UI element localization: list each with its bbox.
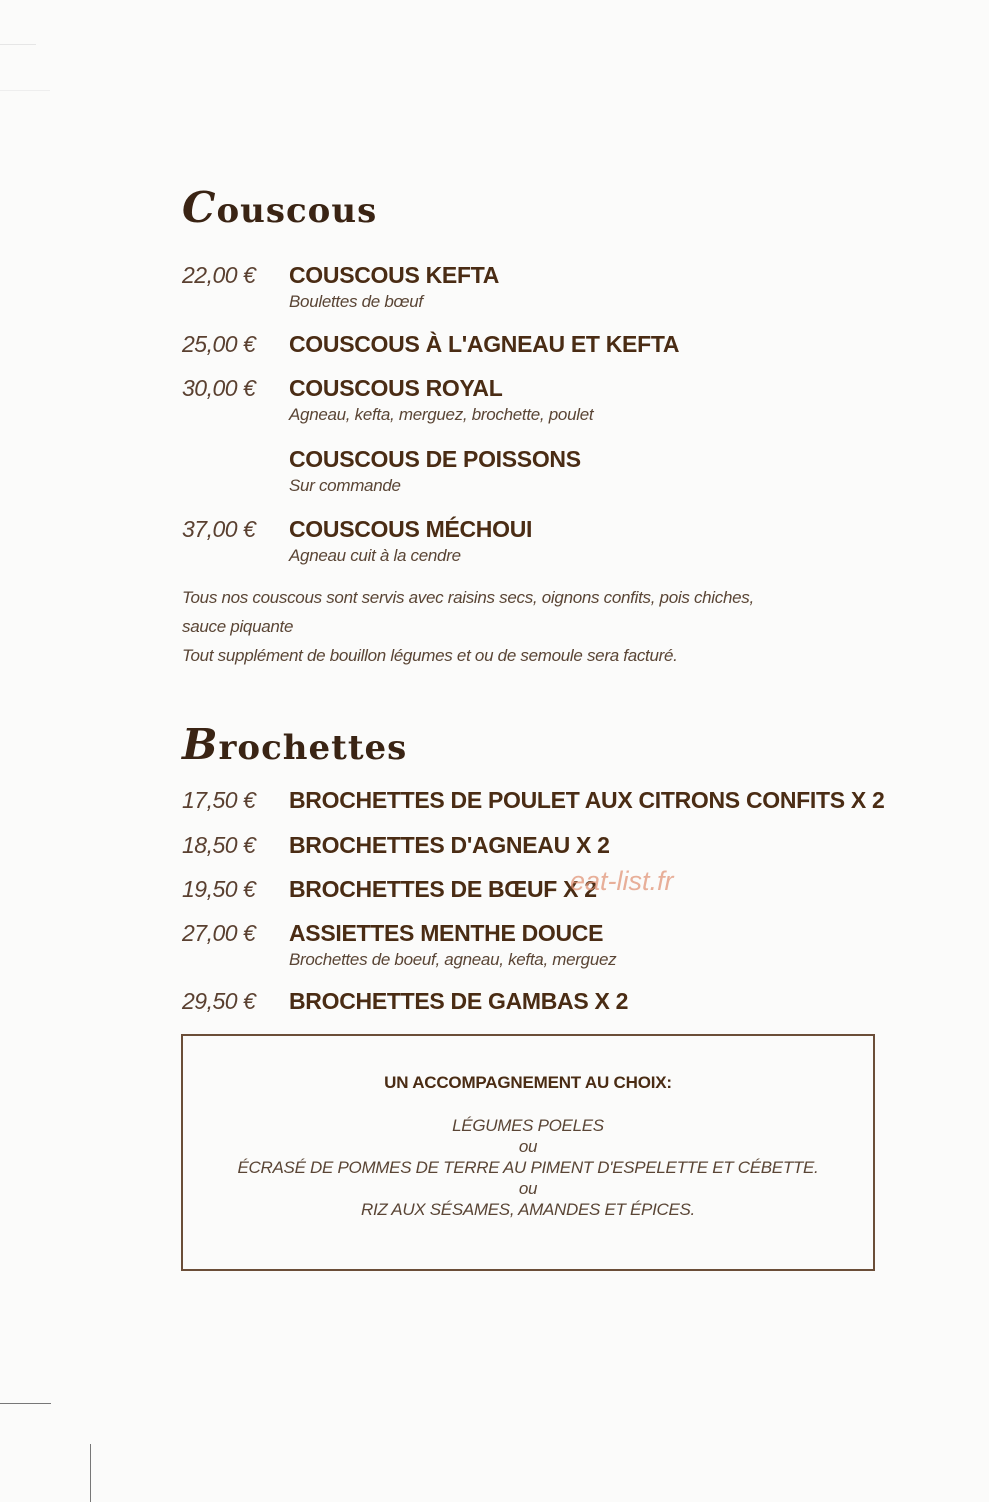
accompaniment-box — [181, 1034, 875, 1271]
item-price: 22,00 € — [182, 262, 256, 288]
item-name: COUSCOUS KEFTA — [289, 262, 500, 288]
section-title-couscous — [182, 183, 377, 232]
item-price: 19,50 € — [182, 876, 256, 902]
item-price: 37,00 € — [182, 516, 256, 542]
accompaniment-options — [183, 1115, 873, 1221]
accompaniment-option: ÉCRASÉ DE POMMES DE TERRE AU PIMENT D'ESPELETTE ET CÉBETTE. — [237, 1158, 819, 1177]
item-description: Agneau cuit à la cendre — [289, 546, 461, 565]
item-name: BROCHETTES DE GAMBAS X 2 — [289, 988, 629, 1014]
accompaniment-option: RIZ AUX SÉSAMES, AMANDES ET ÉPICES. — [361, 1200, 695, 1219]
section-title-brochettes — [182, 720, 407, 769]
item-name: COUSCOUS MÉCHOUI — [289, 516, 533, 542]
item-name: COUSCOUS DE POISSONS — [289, 446, 581, 472]
item-price: 25,00 € — [182, 331, 256, 357]
note-line: sauce piquante — [182, 617, 294, 636]
crop-mark — [0, 90, 50, 91]
item-price: 29,50 € — [182, 988, 256, 1014]
watermark: eat-list.fr — [570, 866, 674, 896]
item-price: 27,00 € — [182, 920, 256, 946]
accompaniment-or: ou — [518, 1179, 538, 1198]
title-rest: rochettes — [218, 728, 408, 768]
item-price: 30,00 € — [182, 375, 256, 401]
item-name: COUSCOUS ROYAL — [289, 375, 503, 401]
title-initial: B — [182, 720, 219, 769]
item-name: BROCHETTES DE POULET AUX CITRONS CONFITS X 2 — [289, 787, 885, 813]
crop-mark — [0, 44, 36, 45]
item-name: COUSCOUS À L'AGNEAU ET KEFTA — [289, 331, 680, 357]
item-description: Brochettes de boeuf, agneau, kefta, merguez — [289, 950, 617, 969]
item-name: BROCHETTES D'AGNEAU X 2 — [289, 832, 610, 858]
item-name: ASSIETTES MENTHE DOUCE — [289, 920, 604, 946]
item-description: Agneau, kefta, merguez, brochette, poulet — [289, 405, 594, 424]
crop-mark — [0, 1403, 51, 1404]
crop-mark — [90, 1444, 91, 1502]
title-initial: C — [182, 183, 217, 232]
note-line: Tous nos couscous sont servis avec raisins secs, oignons confits, pois chiches, — [182, 588, 754, 607]
item-description: Sur commande — [289, 476, 401, 495]
item-description: Boulettes de bœuf — [289, 292, 423, 311]
note-line: Tout supplément de bouillon légumes et ou de semoule sera facturé. — [182, 646, 678, 665]
accompaniment-or: ou — [518, 1137, 538, 1156]
item-name: BROCHETTES DE BŒUF X 2 — [289, 876, 597, 902]
title-rest: ouscous — [216, 191, 378, 231]
accompaniment-option: LÉGUMES POELES — [452, 1116, 604, 1135]
couscous-note — [182, 583, 882, 670]
accompaniment-title: UN ACCOMPAGNEMENT AU CHOIX: — [384, 1073, 672, 1092]
item-price: 17,50 € — [182, 787, 256, 813]
item-price: 18,50 € — [182, 832, 256, 858]
